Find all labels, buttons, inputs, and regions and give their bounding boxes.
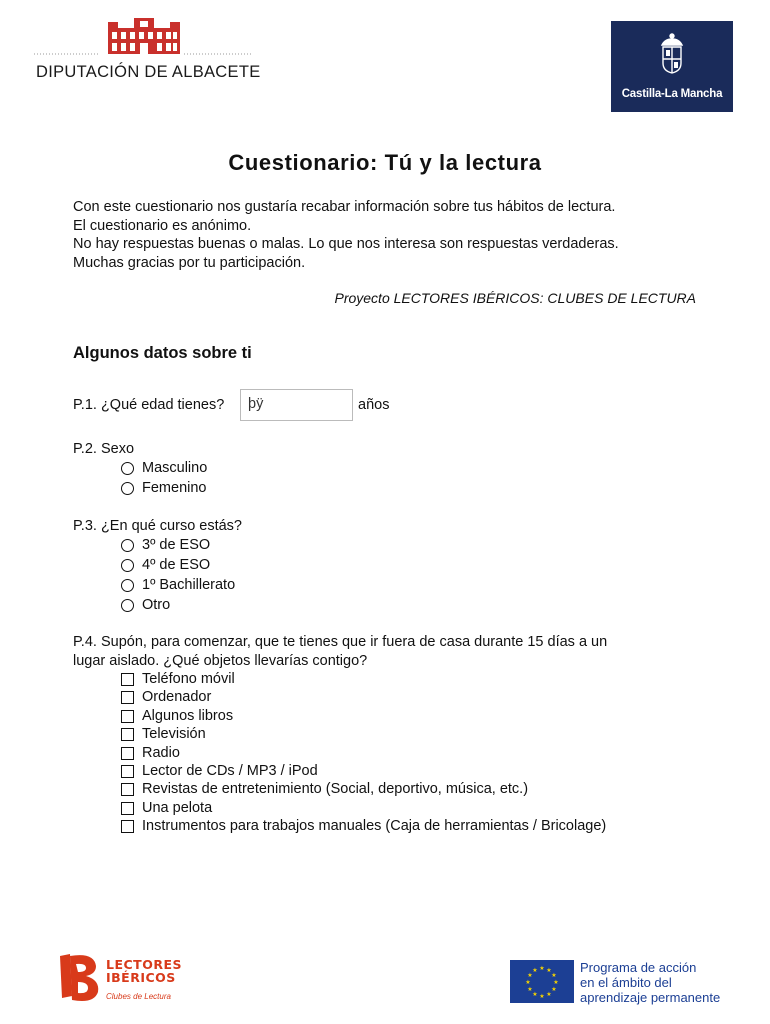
eu-line2: en el ámbito del xyxy=(580,975,672,990)
radio-button[interactable] xyxy=(121,462,134,475)
option-label: Instrumentos para trabajos manuales (Caja de herramientas / Bricolage) xyxy=(142,818,607,834)
eu-programme-logo xyxy=(510,960,735,1006)
age-unit: años xyxy=(358,397,390,413)
question-3-label: P.3. ¿En qué curso estás? xyxy=(73,518,243,534)
question-4-label-line1: P.4. Supón, para comenzar, que te tienes que ir fuera de casa durante 15 días a un xyxy=(73,634,608,650)
option-label: Femenino xyxy=(142,480,207,496)
option-label: Teléfono móvil xyxy=(142,671,235,687)
radio-button[interactable] xyxy=(121,559,134,572)
project-name: Proyecto LECTORES IBÉRICOS: CLUBES DE LECTURA xyxy=(334,290,696,306)
lectores-text xyxy=(106,958,182,984)
lectores-sub: Clubes de Lectura xyxy=(106,992,171,1001)
object-option[interactable] xyxy=(121,671,235,687)
svg-text:★: ★ xyxy=(539,965,545,972)
option-label: Radio xyxy=(142,745,180,761)
lectores-line2: IBÉRICOS xyxy=(106,970,176,985)
section-title: Algunos datos sobre ti xyxy=(73,344,252,362)
intro-line: Con este cuestionario nos gustaría recabar información sobre tus hábitos de lectura. xyxy=(73,199,616,215)
object-option[interactable] xyxy=(121,781,528,797)
svg-text:★: ★ xyxy=(546,991,552,998)
option-label: Lector de CDs / MP3 / iPod xyxy=(142,763,318,779)
intro-line: Muchas gracias por tu participación. xyxy=(73,254,306,271)
checkbox[interactable] xyxy=(121,728,134,741)
course-option[interactable] xyxy=(121,557,210,573)
lectores-b-icon xyxy=(56,952,104,1006)
course-option[interactable] xyxy=(121,597,170,613)
option-label: Una pelota xyxy=(142,800,213,816)
svg-text:★: ★ xyxy=(532,967,538,974)
radio-button[interactable] xyxy=(121,579,134,592)
eu-programme-text xyxy=(580,960,720,1005)
object-option[interactable] xyxy=(121,800,212,816)
question-4-label-line2: lugar aislado. ¿Qué objetos llevarías contigo? xyxy=(73,653,368,669)
castilla-la-mancha-name: Castilla-La Mancha xyxy=(621,88,723,100)
svg-text:★: ★ xyxy=(546,967,552,974)
svg-text:★: ★ xyxy=(539,993,545,1000)
diputacion-logo xyxy=(34,14,261,84)
lectores-line1: LECTORES xyxy=(106,957,182,972)
checkbox[interactable] xyxy=(121,802,134,815)
intro-line: No hay respuestas buenas o malas. Lo que nos interesa son respuestas verdaderas. xyxy=(73,236,619,252)
object-option[interactable] xyxy=(121,689,211,705)
eu-line3: aprendizaje permanente xyxy=(580,990,721,1005)
sex-option-masculino[interactable] xyxy=(121,460,207,476)
svg-text:★: ★ xyxy=(532,991,538,998)
option-label: Televisión xyxy=(142,726,206,742)
checkbox[interactable] xyxy=(121,710,134,723)
option-label: Ordenador xyxy=(142,689,212,705)
option-label: 4º de ESO xyxy=(142,557,211,573)
checkbox[interactable] xyxy=(121,691,134,704)
object-option[interactable] xyxy=(121,763,318,779)
page-title: Cuestionario: Tú y la lectura xyxy=(228,150,542,175)
question-1-label: P.1. ¿Qué edad tienes? xyxy=(73,397,225,413)
intro-text xyxy=(73,198,619,272)
svg-text:★: ★ xyxy=(527,986,533,993)
intro-line: El cuestionario es anónimo. xyxy=(73,217,252,234)
building-icon xyxy=(34,14,254,56)
radio-button[interactable] xyxy=(121,482,134,495)
option-label: Algunos libros xyxy=(142,708,234,724)
lectores-ibericos-logo xyxy=(56,952,182,1006)
checkbox[interactable] xyxy=(121,747,134,760)
object-option[interactable] xyxy=(121,708,233,724)
crest-icon xyxy=(611,21,733,85)
option-label: Otro xyxy=(142,597,171,613)
diputacion-name: DIPUTACIÓN DE ALBACETE xyxy=(36,63,261,81)
course-option[interactable] xyxy=(121,537,210,553)
question-2-label: P.2. Sexo xyxy=(73,441,135,457)
svg-text:★: ★ xyxy=(553,979,559,986)
sex-option-femenino[interactable] xyxy=(121,480,206,496)
object-option[interactable] xyxy=(121,745,180,761)
eu-line1: Programa de acción xyxy=(580,960,697,975)
radio-button[interactable] xyxy=(121,539,134,552)
object-option[interactable] xyxy=(121,726,206,742)
radio-button[interactable] xyxy=(121,599,134,612)
option-label: Masculino xyxy=(142,460,208,476)
checkbox[interactable] xyxy=(121,783,134,796)
age-input[interactable]: þÿ xyxy=(240,389,353,421)
checkbox[interactable] xyxy=(121,673,134,686)
svg-text:★: ★ xyxy=(527,972,533,979)
option-label: 3º de ESO xyxy=(142,537,211,553)
option-label: 1º Bachillerato xyxy=(142,577,236,593)
svg-text:★: ★ xyxy=(551,972,557,979)
checkbox[interactable] xyxy=(121,820,134,833)
checkbox[interactable] xyxy=(121,765,134,778)
svg-text:★: ★ xyxy=(551,986,557,993)
option-label: Revistas de entretenimiento (Social, deportivo, música, etc.) xyxy=(142,781,529,797)
svg-text:★: ★ xyxy=(525,979,531,986)
eu-flag-icon xyxy=(510,960,574,1003)
castilla-la-mancha-logo xyxy=(611,21,733,112)
object-option[interactable] xyxy=(121,818,606,834)
course-option[interactable] xyxy=(121,577,235,593)
